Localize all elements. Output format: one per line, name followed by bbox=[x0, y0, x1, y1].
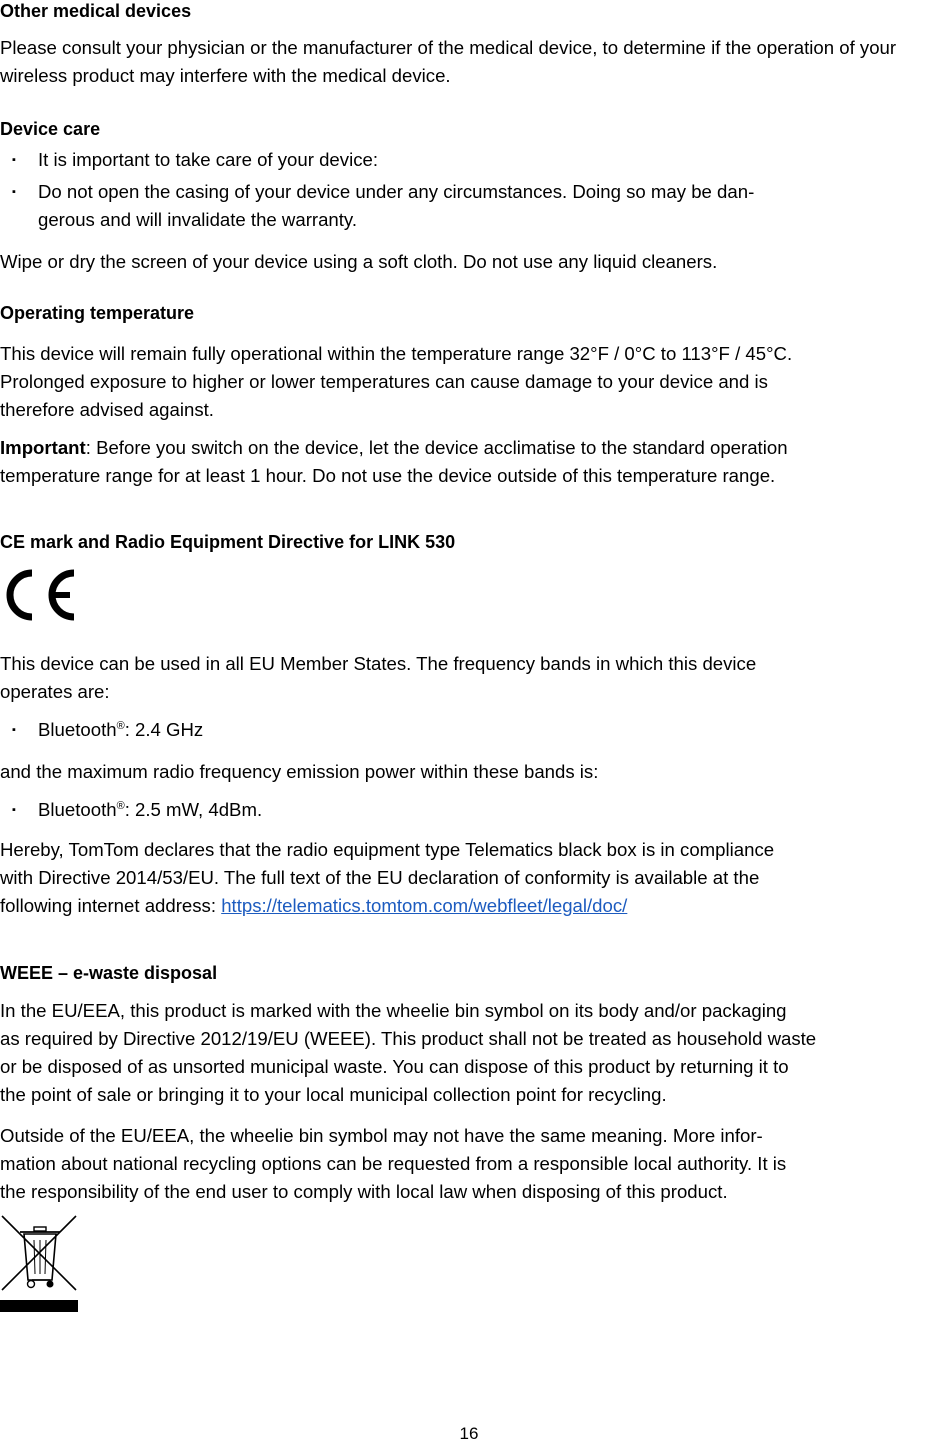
registered-mark: ® bbox=[116, 719, 125, 732]
heading-weee: WEEE – e-waste disposal bbox=[0, 963, 218, 983]
list-item-bluetooth-power bbox=[38, 796, 918, 824]
text-line: therefore advised against. bbox=[0, 399, 214, 420]
bluetooth-label: Bluetooth bbox=[38, 799, 117, 820]
important-label: Important bbox=[0, 437, 86, 458]
text-line: the responsibility of the end user to comply with local law when disposing of this product. bbox=[0, 1181, 728, 1202]
text-line: operates are: bbox=[0, 681, 110, 702]
ce-mark-logo bbox=[2, 567, 78, 623]
text-line: temperature range for at least 1 hour. Do not use the device outside of this temperature range. bbox=[0, 465, 776, 486]
bluetooth-label: Bluetooth bbox=[38, 719, 117, 740]
registered-mark: ® bbox=[116, 799, 125, 812]
paragraph-weee-eu bbox=[0, 997, 938, 1109]
page-number: 16 bbox=[459, 1424, 479, 1443]
text-line: following internet address: bbox=[0, 895, 222, 916]
text-line: Outside of the EU/EEA, the wheelie bin symbol may not have the same meaning. More infor- bbox=[0, 1125, 763, 1146]
list-item-bluetooth-band bbox=[38, 716, 918, 744]
paragraph-device-care: Wipe or dry the screen of your device using a soft cloth. Do not use any liquid cleaners. bbox=[0, 251, 718, 272]
text-line: In the EU/EEA, this product is marked with the wheelie bin symbol on its body and/or packaging bbox=[0, 1000, 787, 1021]
text-line: Hereby, TomTom declares that the radio equipment type Telematics black box is in compliance bbox=[0, 839, 775, 860]
text-line: This device can be used in all EU Member States. The frequency bands in which this device bbox=[0, 653, 757, 674]
text-line: with Directive 2014/53/EU. The full text of the EU declaration of conformity is available at the bbox=[0, 867, 760, 888]
paragraph-eu-member-states bbox=[0, 650, 938, 706]
bullet-marker: ▪ bbox=[12, 724, 16, 736]
list-item bbox=[38, 178, 918, 234]
paragraph-declaration bbox=[0, 836, 938, 920]
paragraph-max-power: and the maximum radio frequency emission power within these bands is: bbox=[0, 761, 599, 782]
text-line: This device will remain fully operational within the temperature range 32°F / 0°C to 113°F / 45°C. bbox=[0, 343, 793, 364]
wheelie-bin-icon bbox=[0, 1214, 78, 1314]
heading-operating-temperature: Operating temperature bbox=[0, 303, 195, 323]
declaration-url-link[interactable]: https://telematics.tomtom.com/webfleet/legal/doc/ bbox=[221, 895, 628, 916]
text-line: the point of sale or bringing it to your local municipal collection point for recycling. bbox=[0, 1084, 667, 1105]
paragraph-other-medical-devices: Please consult your physician or the manufacturer of the medical device, to determine if the operation of your wireless product may interfere with the medical device. bbox=[0, 37, 897, 86]
text-line: mation about national recycling options can be requested from a responsible local authority. It is bbox=[0, 1153, 787, 1174]
text-line: or be disposed of as unsorted municipal waste. You can dispose of this product by returning it to bbox=[0, 1056, 789, 1077]
paragraph-important-note bbox=[0, 434, 938, 490]
bullet-marker: ▪ bbox=[12, 186, 16, 198]
list-item: It is important to take care of your device: bbox=[38, 149, 379, 170]
power-value: : 2.5 mW, 4dBm. bbox=[124, 799, 263, 820]
text-line: Prolonged exposure to higher or lower temperatures can cause damage to your device and is bbox=[0, 371, 768, 392]
bullet-marker: ▪ bbox=[12, 154, 16, 166]
paragraph-operating-temperature bbox=[0, 340, 938, 424]
text-line: as required by Directive 2012/19/EU (WEEE). This product shall not be treated as household waste bbox=[0, 1028, 817, 1049]
paragraph-weee-outside-eu bbox=[0, 1122, 938, 1206]
heading-device-care: Device care bbox=[0, 119, 101, 139]
bullet-marker: ▪ bbox=[12, 804, 16, 816]
heading-ce-mark: CE mark and Radio Equipment Directive for LINK 530 bbox=[0, 532, 456, 552]
heading-other-medical-devices: Other medical devices bbox=[0, 1, 192, 21]
list-item-line: Do not open the casing of your device under any circumstances. Doing so may be dan- bbox=[38, 181, 755, 202]
band-value: : 2.4 GHz bbox=[124, 719, 204, 740]
text-line: : Before you switch on the device, let the device acclimatise to the standard operation bbox=[85, 437, 788, 458]
list-item-line: gerous and will invalidate the warranty. bbox=[38, 209, 358, 230]
